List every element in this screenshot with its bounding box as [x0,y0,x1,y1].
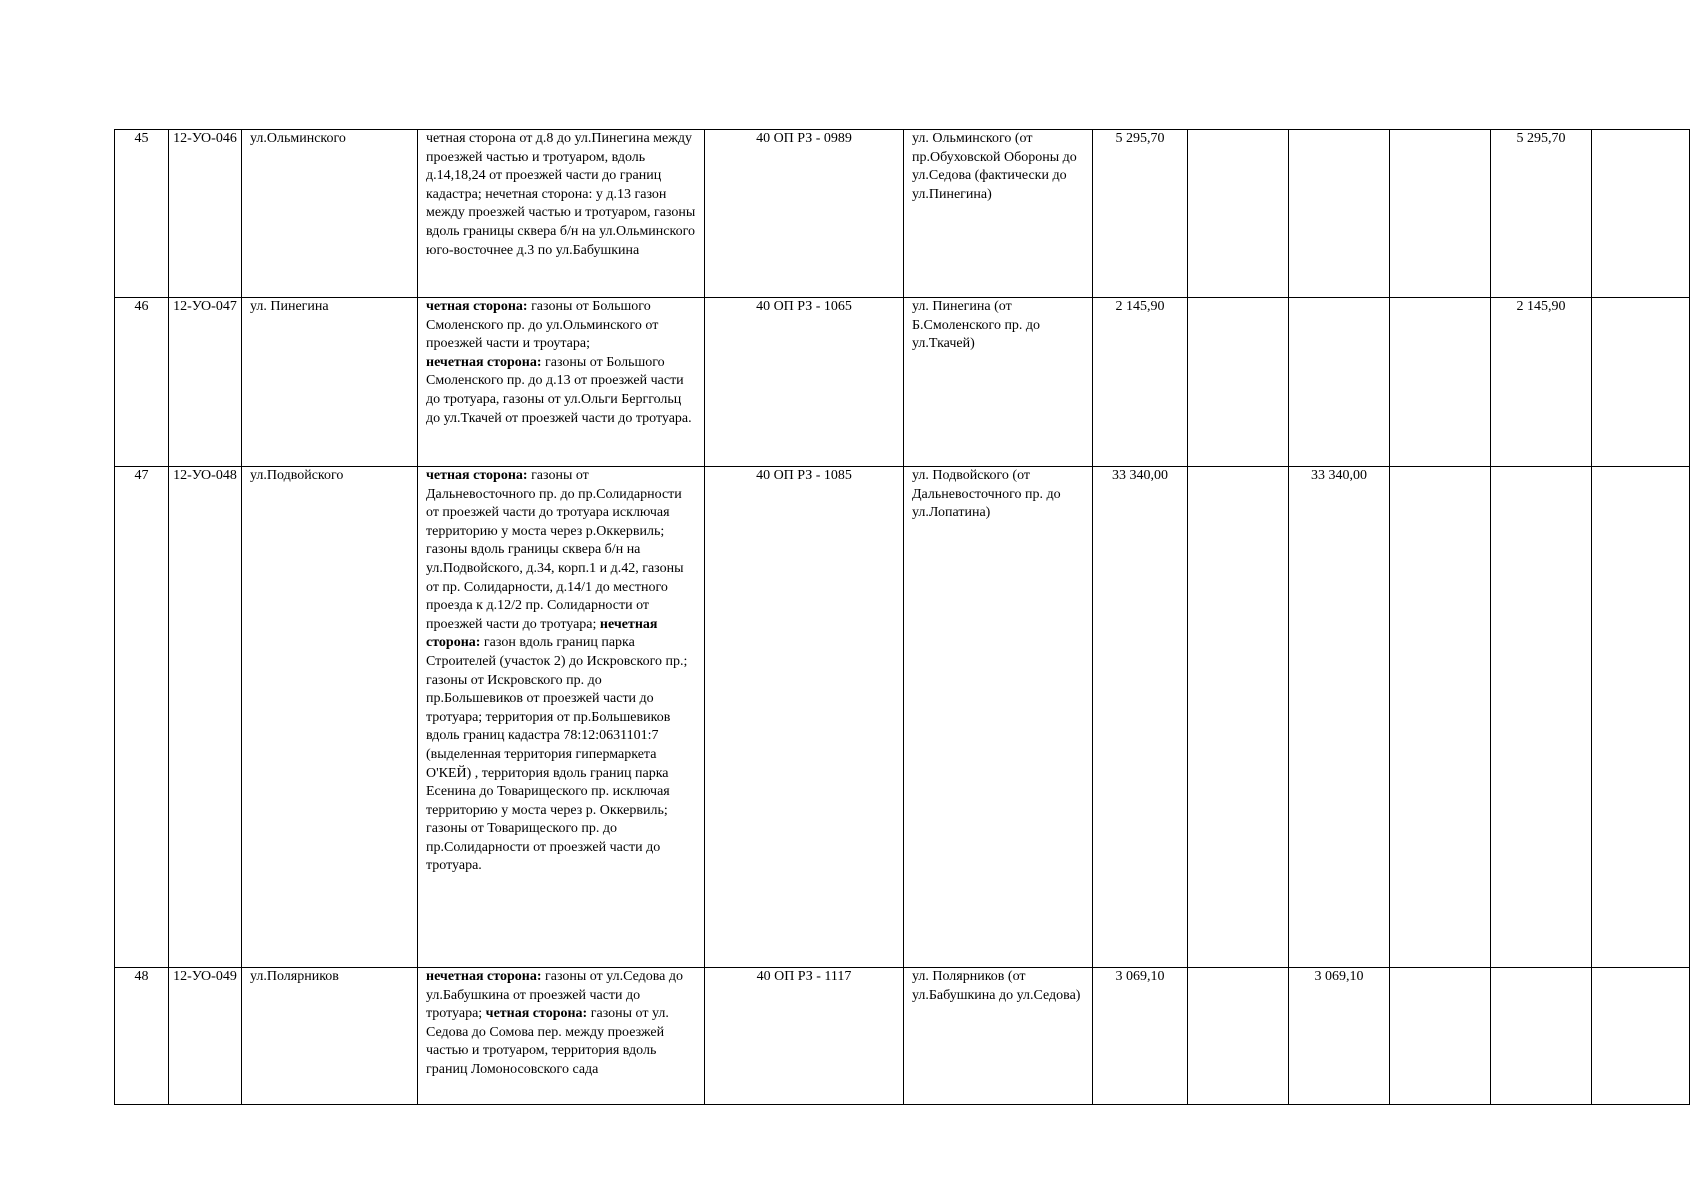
street-cell: ул.Полярников [242,968,418,1105]
registry-number-cell: 40 ОП РЗ - 1117 [705,968,904,1105]
street-cell: ул. Пинегина [242,298,418,467]
value-cell [1188,467,1289,968]
value-cell [1390,968,1491,1105]
description-text: газоны от Дальневосточного пр. до пр.Солидарности от проезжей части до тротуара исключая территорию у моста через р.Оккервиль; газоны вдоль границы сквера б/н на ул.Подвойского, д.34, корп.1 и д.42, газоны от пр. Солидарности, д.14/1 до местного проезда к д.12/2 пр. Солидарности от проезжей части до тротуара; [426,468,684,632]
registry-number-cell: 40 ОП РЗ - 0989 [705,130,904,298]
code-cell: 12-УО-047 [169,298,242,467]
description-heading: нечетная сторона: [426,969,542,984]
value-cell: 5 295,70 [1491,130,1592,298]
value-cell: 2 145,90 [1491,298,1592,467]
description-text: газоны от Большого Смоленского пр. до д.13 от проезжей части до тротуара, газоны от ул.Ольги Берггольц до ул.Ткачей от проезжей части до тротуара. [426,354,692,426]
value-cell [1491,467,1592,968]
location-cell: ул. Пинегина (от Б.Смоленского пр. до ул.Ткачей) [904,298,1093,467]
area-cell: 2 145,90 [1093,298,1188,467]
value-cell [1491,968,1592,1105]
description-text: газоны от Большого Смоленского пр. до ул.Ольминского от проезжей части и троутара; [426,299,659,352]
description-text: газоны от ул. Седова до Сомова пер. между проезжей частью и тротуаром, территория вдоль границ Ломоносовского сада [426,1006,669,1077]
registry-number-cell: 40 ОП РЗ - 1065 [705,298,904,467]
location-cell: ул. Подвойского (от Дальневосточного пр. до ул.Лопатина) [904,467,1093,968]
row-number-cell: 45 [115,130,169,298]
value-cell [1289,298,1390,467]
value-cell [1188,968,1289,1105]
value-cell: 3 069,10 [1289,968,1390,1105]
value-cell [1592,130,1690,298]
description-cell [418,130,705,298]
location-cell: ул. Полярников (от ул.Бабушкина до ул.Седова) [904,968,1093,1105]
value-cell [1592,298,1690,467]
row-number-cell: 46 [115,298,169,467]
description-heading: четная сторона: [485,1006,588,1022]
area-cell: 3 069,10 [1093,968,1188,1105]
code-cell: 12-УО-046 [169,130,242,298]
row-number-cell: 48 [115,968,169,1105]
table-row [115,968,1690,1105]
value-cell [1592,467,1690,968]
street-cell: ул.Ольминского [242,130,418,298]
description-heading: нечетная сторона: [426,354,542,370]
table-row [115,298,1690,467]
description-cell [418,467,705,968]
code-cell: 12-УО-048 [169,467,242,968]
value-cell [1390,298,1491,467]
description-heading: нечетная сторона: [426,616,658,651]
value-cell [1592,968,1690,1105]
value-cell: 33 340,00 [1289,467,1390,968]
value-cell [1289,130,1390,298]
row-number-cell: 47 [115,467,169,968]
description-cell [418,298,705,467]
value-cell [1390,130,1491,298]
table-row [115,130,1690,298]
area-cell: 33 340,00 [1093,467,1188,968]
value-cell [1188,298,1289,467]
street-cell: ул.Подвойского [242,467,418,968]
data-table [114,129,1690,1105]
value-cell [1188,130,1289,298]
area-cell: 5 295,70 [1093,130,1188,298]
code-cell: 12-УО-049 [169,968,242,1105]
table-row [115,467,1690,968]
description-cell [418,968,705,1105]
description-text: четная сторона от д.8 до ул.Пинегина между проезжей частью и тротуаром, вдоль д.14,18,24 от проезжей части до границ кадастра; нечетная сторона: у д.13 газон между проезжей частью и тротуаром, газоны вдоль границы сквера б/н на ул.Ольминского юго-восточнее д.3 по ул.Бабушкина [426,131,696,258]
description-heading: четная сторона: [426,468,528,483]
description-text: газоны от ул.Седова до ул.Бабушкина от проезжей части до тротуара; [426,969,684,1022]
registry-number-cell: 40 ОП РЗ - 1085 [705,467,904,968]
description-heading: четная сторона: [426,299,528,314]
description-text: газон вдоль границ парка Строителей (участок 2) до Искровского пр.; газоны от Искровского пр. до пр.Большевиков от проезжей части до тротуара; территория от пр.Большевиков вдоль границ кадастра 78:12:0631101:7 (выделенная территория гипермаркета О'КЕЙ) , территория вдоль границ парка Есенина до Товарищеского пр. исключая территорию у моста через р. Оккервиль; газоны от Товарищеского пр. до пр.Солидарности от проезжей части до тротуара. [426,635,688,874]
value-cell [1390,467,1491,968]
location-cell: ул. Ольминского (от пр.Обуховской Обороны до ул.Седова (фактически до ул.Пинегина) [904,130,1093,298]
